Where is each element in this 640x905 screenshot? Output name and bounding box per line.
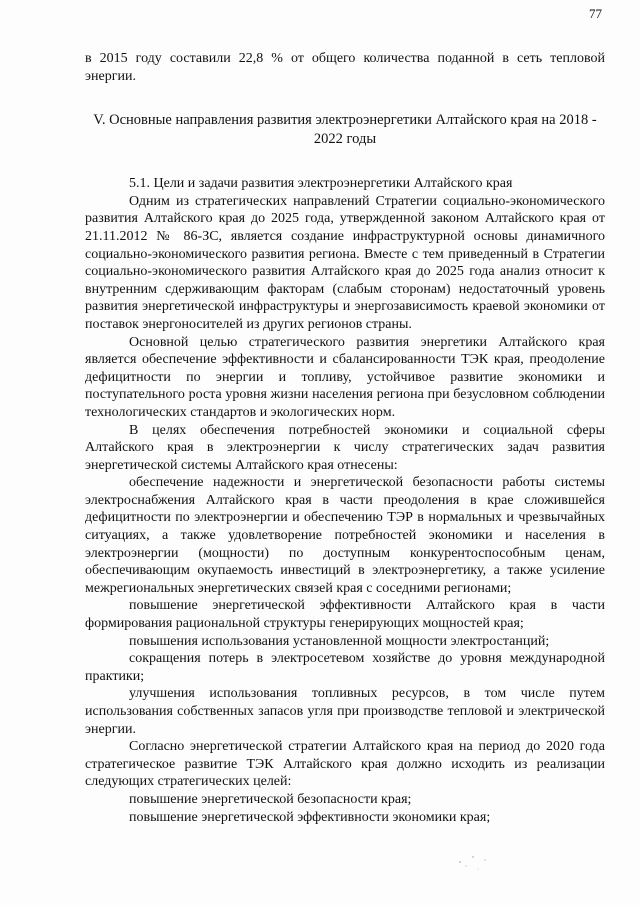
subsection-heading: 5.1. Цели и задачи развития электроэнергетики Алтайского края [129, 176, 513, 192]
page-number: 77 [589, 6, 602, 21]
task-item: повышение энергетической эффективности Алтайского края в части формирования рациональной структуры генерирующих мощностей края; [85, 598, 605, 632]
section-heading: V. Основные направления развития электроэнергетики Алтайского края на 2018 - 2022 годы [93, 112, 597, 148]
intro-continuation: в 2015 году составили 22,8 % от общего количества поданной в сеть тепловой энергии. [85, 51, 605, 84]
scan-artifact [440, 842, 510, 882]
task-item: обеспечение надежности и энергетической безопасности работы системы электроснабжения Алтайского края в части преодоления в крае сложившейся дефицитности по электроэнергии и обеспечению ТЭР в нормальных и чрезвычайных ситуациях, а также удовлетворение потребностей экономики и населения в электроэнергии (мощности) по доступным конкурентоспособным ценам, обеспечивающим окупаемость инвестиций в электроэнергетику, а также усиление межрегиональных энергетических связей края с соседними регионами; [85, 475, 605, 596]
goal-item: повышение энергетической эффективности экономики края; [129, 809, 491, 825]
task-item: улучшения использования топливных ресурсов, в том числе путем использования собственных запасов угля при производстве тепловой и электрической энергии. [85, 686, 605, 737]
document-body [85, 50, 605, 826]
task-item: повышения использования установленной мощности электростанций; [129, 633, 550, 649]
paragraph-energy-strategy: Согласно энергетической стратегии Алтайского края на период до 2020 года стратегическое развитие ТЭК Алтайского края должно исходить из реализации следующих стратегических целей: [85, 739, 605, 790]
paragraph-main-goal: Основной целью стратегического развития энергетики Алтайского края является обеспечение эффективности и сбалансированности ТЭК края, преодоление дефицитности по энергии и топливу, устойчивое развитие экономики и поступательного роста уровня жизни населения региона при безусловном соблюдении технологических стандартов и экологических норм. [85, 334, 605, 420]
paragraph-tasks-intro: В целях обеспечения потребностей экономики и социальной сферы Алтайского края в электроэнергии к числу стратегических задач развития энергетической системы Алтайского края отнесены: [85, 422, 605, 473]
paragraph-strategy: Одним из стратегических направлений Стратегии социально-экономического развития Алтайского края до 2025 года, утвержденной законом Алтайского края от 21.11.2012 № 86-ЗС, является создание инфраструктурной основы динамичного социально-экономического развития региона. Вместе с тем приведенный в Стратегии социально-экономического развития Алтайского края до 2025 года анализ относит к внутренним сдерживающим факторам (слабым сторонам) недостаточный уровень развития энергетической инфраструктуры и энергозависимость краевой экономики от поставок энергоносителей из других регионов страны. [85, 193, 605, 332]
goal-item: повышение энергетической безопасности края; [129, 791, 412, 807]
task-item: сокращения потерь в электросетевом хозяйстве до уровня международной практики; [85, 651, 605, 684]
